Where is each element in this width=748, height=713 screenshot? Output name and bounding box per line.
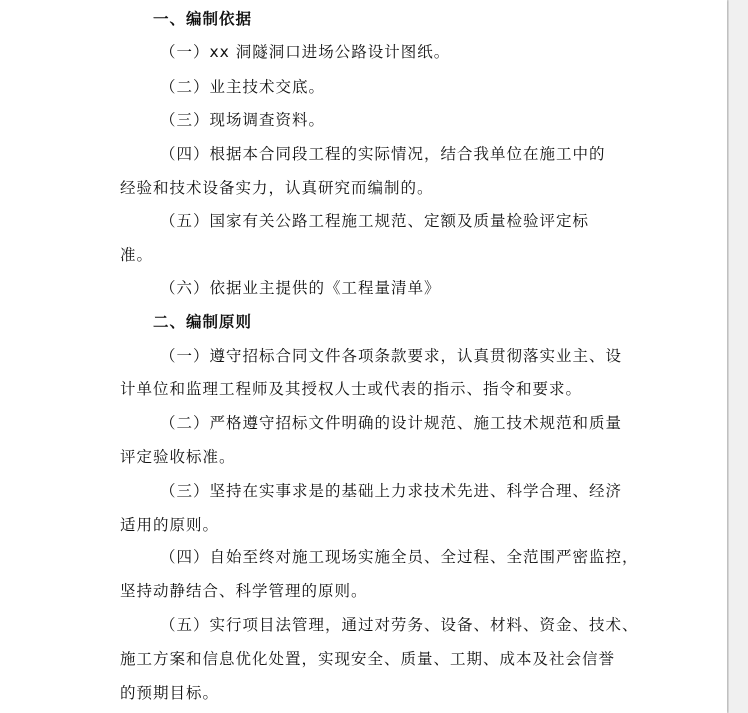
paragraph-line: 计单位和监理工程师及其授权人士或代表的指示、指令和要求。: [120, 380, 583, 398]
paragraph-line: 适用的原则。: [120, 516, 220, 534]
vertical-scrollbar[interactable]: [729, 0, 748, 713]
heading-principles: 二、编制原则: [153, 313, 253, 331]
paragraph-line: （二）业主技术交底。: [160, 78, 326, 96]
paragraph-line: （六）依据业主提供的《工程量清单》: [160, 279, 441, 297]
paragraph-line: （五）实行项目法管理，通过对劳务、设备、材料、资金、技术、: [160, 616, 639, 634]
paragraph-line: 的预期目标。: [120, 684, 220, 702]
paragraph-line: （三）坚持在实事求是的基础上力求技术先进、科学合理、经济: [160, 482, 623, 500]
paragraph-line: 坚持动静结合、科学管理的原则。: [120, 582, 368, 600]
paragraph-line: （四）根据本合同段工程的实际情况，结合我单位在施工中的: [160, 145, 606, 163]
paragraph-line: （三）现场调查资料。: [160, 111, 326, 129]
paragraph-line: 准。: [120, 246, 154, 264]
paragraph-line: （一）xx 洞隧洞口进场公路设计图纸。: [160, 43, 451, 61]
paragraph-line: 施工方案和信息优化处置，实现安全、质量、工期、成本及社会信誉: [120, 650, 616, 668]
paragraph-line: 评定验收标准。: [120, 448, 236, 466]
paragraph-line: （一）遵守招标合同文件各项条款要求，认真贯彻落实业主、设: [160, 347, 623, 365]
paragraph-line: （四）自始至终对施工现场实施全员、全过程、全范围严密监控，: [160, 548, 639, 566]
paragraph-line: 经验和技术设备实力，认真研究而编制的。: [120, 179, 434, 197]
heading-basis: 一、编制依据: [153, 10, 253, 28]
paragraph-line: （五）国家有关公路工程施工规范、定额及质量检验评定标: [160, 212, 590, 230]
paragraph-line: （二）严格遵守招标文件明确的设计规范、施工技术规范和质量: [160, 414, 623, 432]
